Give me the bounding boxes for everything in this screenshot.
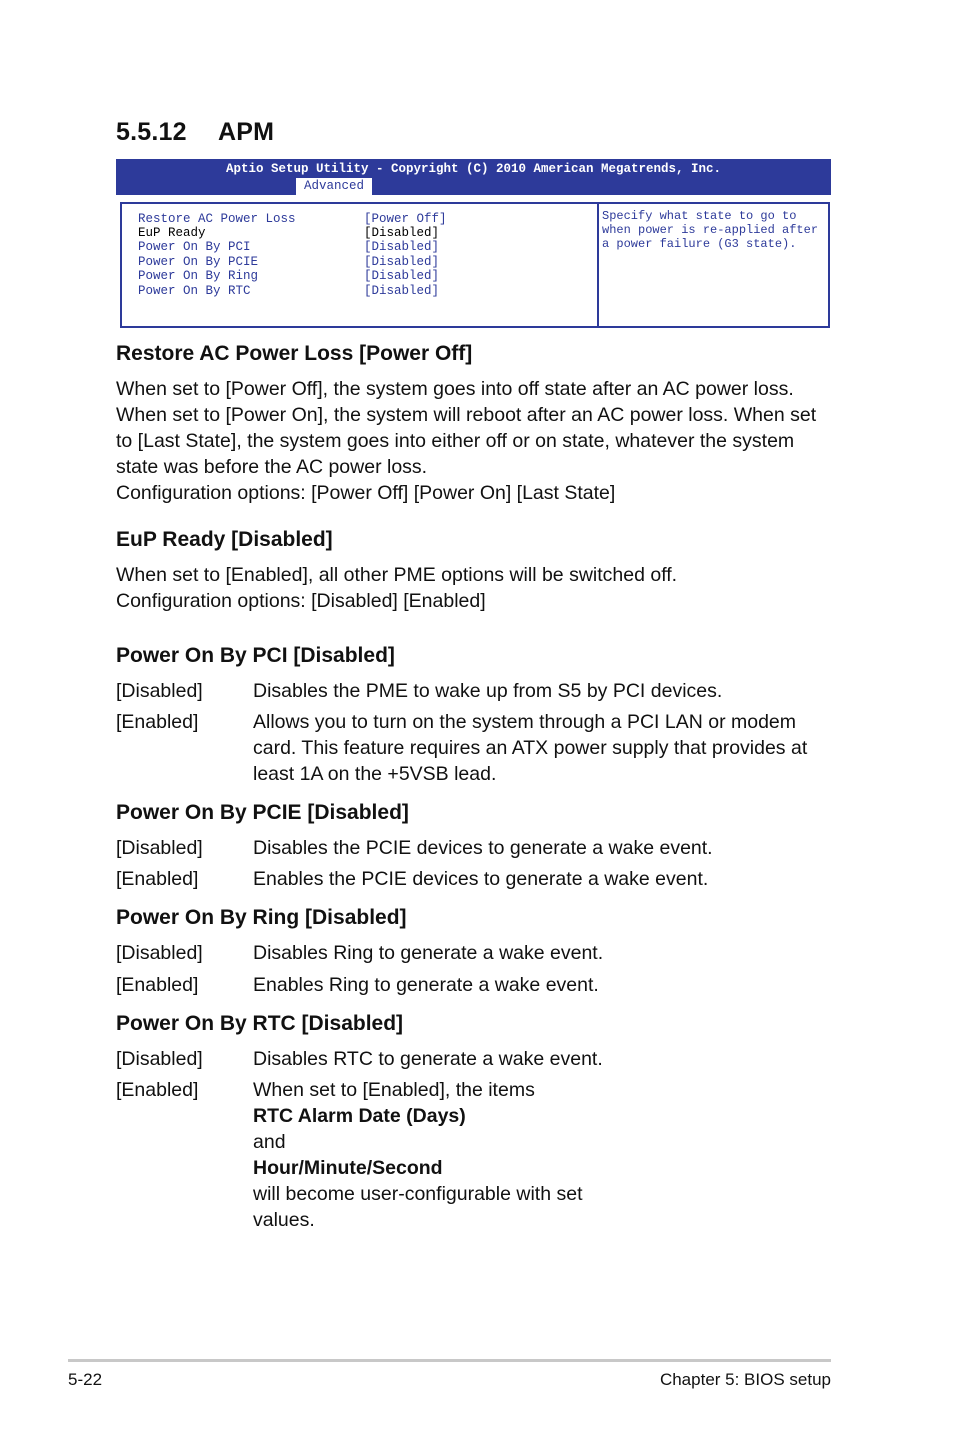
eup-description: [116, 562, 836, 614]
text-line: least 1A on the +5VSB lead.: [253, 763, 497, 785]
bios-settings-panel: [120, 202, 599, 328]
option-desc: Enables Ring to generate a wake event.: [253, 974, 599, 996]
bios-item-rtc[interactable]: [138, 284, 440, 298]
option-desc: [253, 709, 833, 787]
bios-item-label: EuP Ready: [138, 226, 206, 240]
restore-heading: Restore AC Power Loss [Power Off]: [116, 342, 473, 365]
rtc-heading: Power On By RTC [Disabled]: [116, 1012, 404, 1035]
bios-item-value: [Disabled]: [364, 255, 440, 269]
bios-help-panel: [597, 202, 830, 328]
bios-item-value: [Disabled]: [364, 269, 440, 283]
ring-heading: Power On By Ring [Disabled]: [116, 906, 407, 929]
bios-item-restore-ac[interactable]: [138, 212, 447, 226]
option-desc: Disables RTC to generate a wake event.: [253, 1048, 603, 1070]
text-line: values.: [253, 1209, 315, 1231]
text-line: Configuration options: [Power Off] [Power On] [Last State]: [116, 482, 616, 504]
help-line: when power is re-applied after: [602, 223, 819, 237]
text-line: When set to [Power Off], the system goes into off state after an AC power loss.: [116, 378, 794, 400]
text-line: to [Last State], the system goes into either off or on state, whatever the system: [116, 430, 795, 452]
bios-item-value: [Disabled]: [364, 226, 440, 240]
bios-item-label: Power On By PCI: [138, 240, 251, 254]
section-name: APM: [218, 118, 275, 146]
text-line: [253, 1155, 833, 1207]
option-key: [Enabled]: [116, 974, 199, 996]
text-line: When set to [Power On], the system will reboot after an AC power loss. When set: [116, 404, 817, 426]
option-desc: Disables the PME to wake up from S5 by PCI devices.: [253, 680, 723, 702]
option-key: [Enabled]: [116, 711, 199, 733]
bios-help-text: [602, 209, 828, 251]
help-line: a power failure (G3 state).: [602, 237, 797, 251]
bios-item-label: Restore AC Power Loss: [138, 212, 296, 226]
section-title: [116, 118, 274, 147]
text-line: [253, 1077, 833, 1155]
text-line: card. This feature requires an ATX power supply that provides at: [253, 737, 808, 759]
text-line: Configuration options: [Disabled] [Enabled]: [116, 590, 486, 612]
option-key: [Disabled]: [116, 1048, 203, 1070]
bios-item-value: [Disabled]: [364, 284, 440, 298]
bios-item-value: [Disabled]: [364, 240, 440, 254]
bios-screenshot: [116, 159, 831, 326]
bios-item-eup-ready[interactable]: [138, 226, 440, 240]
restore-description: [116, 376, 836, 506]
pcie-heading: Power On By PCIE [Disabled]: [116, 801, 409, 824]
page-number: 5-22: [68, 1370, 103, 1389]
bios-item-label: Power On By Ring: [138, 269, 259, 283]
option-desc: Disables the PCIE devices to generate a wake event.: [253, 837, 713, 859]
option-key: [Enabled]: [116, 868, 199, 890]
option-key: [Disabled]: [116, 837, 203, 859]
text-line: Allows you to turn on the system through a PCI LAN or modem: [253, 711, 797, 733]
bold-term: Hour/Minute/Second: [253, 1157, 443, 1179]
bios-item-pci[interactable]: [138, 240, 440, 254]
eup-heading: EuP Ready [Disabled]: [116, 528, 333, 551]
option-key: [Disabled]: [116, 680, 203, 702]
section-number: 5.5.12: [116, 118, 187, 146]
text-run: will become user-configurable with set: [253, 1183, 583, 1205]
pci-heading: Power On By PCI [Disabled]: [116, 644, 395, 667]
text-run: and: [253, 1131, 286, 1153]
option-desc: [253, 1077, 833, 1233]
option-desc: Disables Ring to generate a wake event.: [253, 942, 604, 964]
bios-item-ring[interactable]: [138, 269, 440, 283]
bios-item-label: Power On By RTC: [138, 284, 251, 298]
text-line: When set to [Enabled], all other PME options will be switched off.: [116, 564, 678, 586]
option-key: [Disabled]: [116, 942, 203, 964]
option-key: [Enabled]: [116, 1079, 199, 1101]
bios-copyright: Aptio Setup Utility - Copyright (C) 2010 American Megatrends, Inc.: [225, 162, 722, 176]
chapter-label: Chapter 5: BIOS setup: [659, 1370, 831, 1389]
help-line: Specify what state to go to: [602, 209, 797, 223]
text-line: state was before the AC power loss.: [116, 456, 428, 478]
option-desc: Enables the PCIE devices to generate a wake event.: [253, 868, 709, 890]
bold-term: RTC Alarm Date (Days): [253, 1105, 466, 1127]
bios-item-value: [Power Off]: [364, 212, 447, 226]
text-run: When set to [Enabled], the items: [253, 1079, 535, 1101]
bios-item-label: Power On By PCIE: [138, 255, 259, 269]
bios-item-pcie[interactable]: [138, 255, 440, 269]
footer-divider: [68, 1359, 831, 1362]
bios-header: [116, 159, 831, 195]
bios-tab-advanced[interactable]: Advanced: [296, 178, 372, 195]
